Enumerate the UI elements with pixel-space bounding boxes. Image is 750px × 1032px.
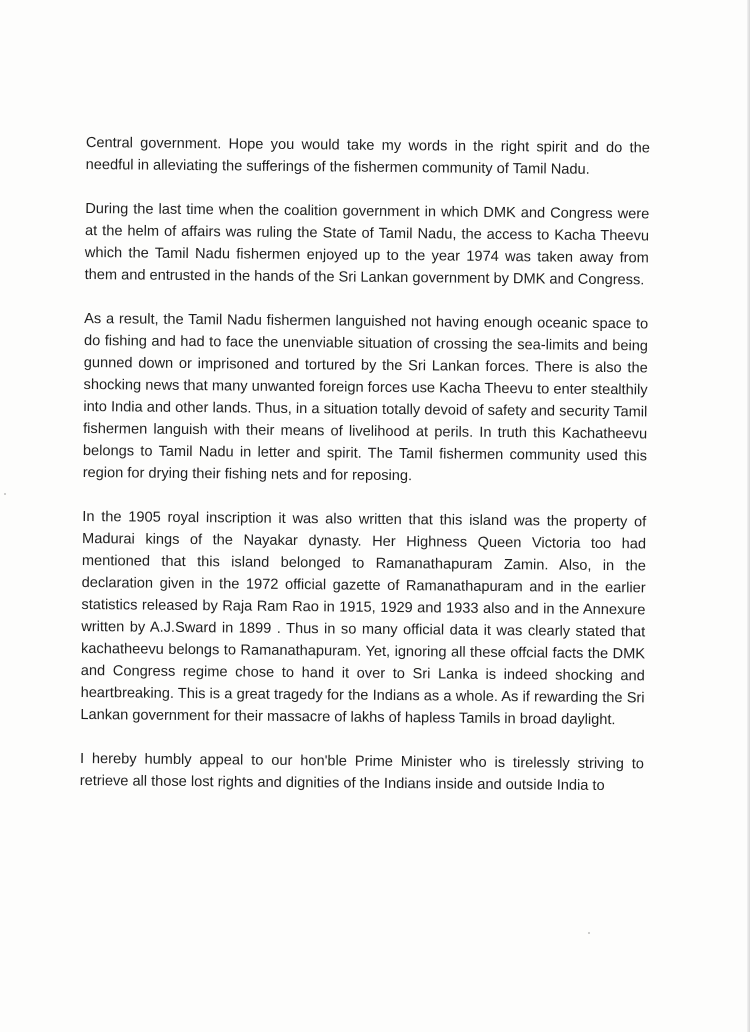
paragraph-2: During the last time when the coalition government in which DMK and Congress were at the helm of affairs was ruling the State of Tamil Nadu, the access to Kacha Theevu which the Tamil Nadu fishermen enjoyed up to the year 1974 was taken away from them and entrusted in the hands of the Sri Lankan government by DMK and Congress.	[84, 200, 650, 289]
letter-body	[79, 132, 650, 819]
paragraph-4: In the 1905 royal inscription it was also written that this island was the property of Madurai kings of the Nayakar dynasty. Her Highness Queen Victoria too had mentioned that this island belonged to Ramanathapuram Zamin. Also, in the declaration given in the 1972 official gazette of Ramanathapuram and in the earlier statistics released by Raja Ram Rao in 1915, 1929 and 1933 also and in the Annexure written by A.J.Sward in 1899 . Thus in so many official data it was clearly stated that kachatheevu belongs to Ramanathapuram. Yet, ignoring all these offcial facts the DMK and Congress regime chose to hand it over to Sri Lanka is indeed shocking and heartbreaking. This is a great tragedy for the Indians as a whole. As if rewarding the Sri Lankan government for their massacre of lakhs of hapless Tamils in broad daylight.	[80, 508, 647, 729]
scan-speck	[588, 932, 590, 934]
paragraph-3: As a result, the Tamil Nadu fishermen languished not having enough oceanic space to do fishing and had to face the unenviable situation of crossing the sea-limits and being gunned down or imprisoned and tortured by the Sri Lankan forces. There is also the shocking news that many unwanted foreign forces use Kacha Theevu to enter stealthily into India and other lands. Thus, in a situation totally devoid of safety and security Tamil fishermen languish with their means of livelihood at perils. In truth this Kachatheevu belongs to Tamil Nadu in letter and spirit. The Tamil fishermen community used this region for drying their fishing nets and for reposing.	[82, 310, 649, 485]
paragraph-5: I hereby humbly appeal to our hon'ble Prime Minister who is tirelessly striving to retrieve all those lost rights and dignities of the Indians inside and outside India to	[79, 750, 645, 795]
scan-speck	[4, 493, 6, 495]
paragraph-1: Central government. Hope you would take my words in the right spirit and do the needful in alleviating the sufferings of the fishermen community of Tamil Nadu.	[85, 134, 650, 178]
